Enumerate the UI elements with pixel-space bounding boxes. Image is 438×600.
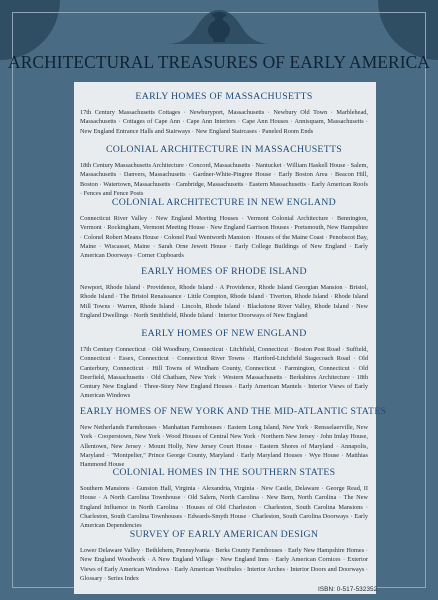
cover-title: ARCHITECTURAL TREASURES OF EARLY AMERICA (8, 52, 430, 72)
section-heading: COLONIAL ARCHITECTURE IN NEW ENGLAND (111, 197, 337, 208)
section-early-homes-rhode-island (80, 266, 368, 320)
section-heading: EARLY HOMES OF NEW YORK AND THE MID-ATLANTIC STATES (80, 406, 387, 417)
section-survey-early-american-design (80, 529, 368, 583)
section-contents: Connecticut River Valley · New England Meeting Houses · Vermont Colonial Architecture · Bennington, Vermont · Rockingham, Vermont Meeting House · New England Garrison Houses · Portsmouth, New Hampshire · Colonel Robert Means House · Colonel Paul Wentworth Mansion · Houses of the Maine Coast · Penobscot Bay, Maine · Wiscasset, Maine · Sarah Orne Jewett House · Early College Buildings of New England · Early American Doorways · Corner Cupboards (80, 215, 368, 260)
section-contents: 17th Century Connecticut · Old Woodbury, Connecticut · Litchfield, Connecticut · Boston Post Road · Suffield, Connecticut · Essex, Connecticut · Connecticut River Towns · Hartford-Litchfield Stagecoach Road · Old Canterbury, Connecticut · Hill Towns of Windham County, Connecticut · Farmington, Connecticut · Old Deerfield, Massachusetts · Old Chatham, New York · Western Massachusetts · Berkshires Architecture · 18th Century New England · Three-Story New England Houses · Early American Mantels · Interior Views of Early American Windows (80, 346, 368, 400)
section-colonial-architecture-massachusetts (80, 144, 368, 198)
urn-ornament-icon (167, 4, 271, 44)
section-heading: EARLY HOMES OF NEW ENGLAND (141, 328, 307, 339)
section-heading: EARLY HOMES OF MASSACHUSETTS (135, 91, 313, 102)
section-early-homes-new-england (80, 328, 368, 401)
section-contents: Newport, Rhode Island · Providence, Rhode Island · A Providence, Rhode Island Georgian Mansion · Bristol, Rhode Island · The Bristol Renaissance · Little Compton, Rhode Island · Tiverton, Rhode Island · Rhode Island Mill Towns · Warren, Rhode Island · Lincoln, Rhode Island · Blackstone River Valley, Rhode Island · New England Dwellings · North Smithfield, Rhode Island · Interior Doorways of New England (80, 284, 368, 319)
section-contents: Lower Delaware Valley · Bethlehem, Pennsylvania · Berks County Farmhouses · Early New Hampshire Homes · New England Woodwork · A New England Village · New England Inns · Early American Cornices · Exterior Views of Early American Windows · Early American Vestibules · Interior Arches · Interior Doors and Doorways · Glossary · Series Index (80, 547, 368, 582)
section-heading: SURVEY OF EARLY AMERICAN DESIGN (129, 529, 319, 540)
section-colonial-architecture-new-england (80, 197, 368, 260)
section-heading: EARLY HOMES OF RHODE ISLAND (141, 266, 307, 277)
section-contents: New Netherlands Farmhouses · Manhattan Farmhouses · Eastern Long Island, New York · Rensselaerville, New York · Cooperstown, New York · Wood Houses of Central New York · Northern New Jersey · John Imlay House, Allentown, New Jersey · Mount Holly, New Jersey Court House · Eastern Shores of Maryland · Annapolis, Maryland · "Montpelier," Prince George County, Maryland · Early Maryland Houses · Wye House · Matthias Hammond House (80, 424, 368, 469)
section-contents: 17th Century Massachusetts Cottages · Newburyport, Massachusetts · Newbury Old Town · Marblehead, Massachusetts · Cottages of Cape Ann · Cape Ann Interiors · Cape Ann Houses · Annisquam, Massachusetts · New England Entrance Halls and Stairways · New England Staircases · Paneled Room Ends (80, 109, 368, 135)
section-new-york-mid-atlantic (80, 406, 387, 469)
isbn-number: ISBN: 0-517-532352 (318, 586, 378, 593)
section-early-homes-massachusetts (80, 91, 368, 136)
section-heading: COLONIAL ARCHITECTURE IN MASSACHUSETTS (105, 144, 343, 155)
section-contents: Southern Mansions · Gunston Hall, Virginia · Alexandria, Virginia · New Castle, Delaware · George Read, II House · A North Carolina Townhouse · Old Salem, North Carolina · New Bern, North Carolina · The New England Influence in North Carolina · Houses of Old Charleston · Charleston, South Carolina Mansions · Charleston, South Carolina Townhouses · Edwards-Smyth House · Charleston, South Carolina Doorways · Early American Dependencies (80, 485, 368, 530)
section-heading: COLONIAL HOMES IN THE SOUTHERN STATES (112, 467, 336, 478)
section-contents: 18th Century Massachusetts Architecture · Concord, Massachusetts · Nantucket · William Haskell House · Salem, Massachusetts · Danvers, Massachusetts · Gardner-White-Pingree House · Early Boston Area · Beacon Hill, Boston · Watertown, Massachusetts · Cambridge, Massachusetts · Eastern Massachusetts · Early American Roofs · Fences and Fence Posts (80, 162, 368, 197)
section-southern-states (80, 467, 368, 530)
